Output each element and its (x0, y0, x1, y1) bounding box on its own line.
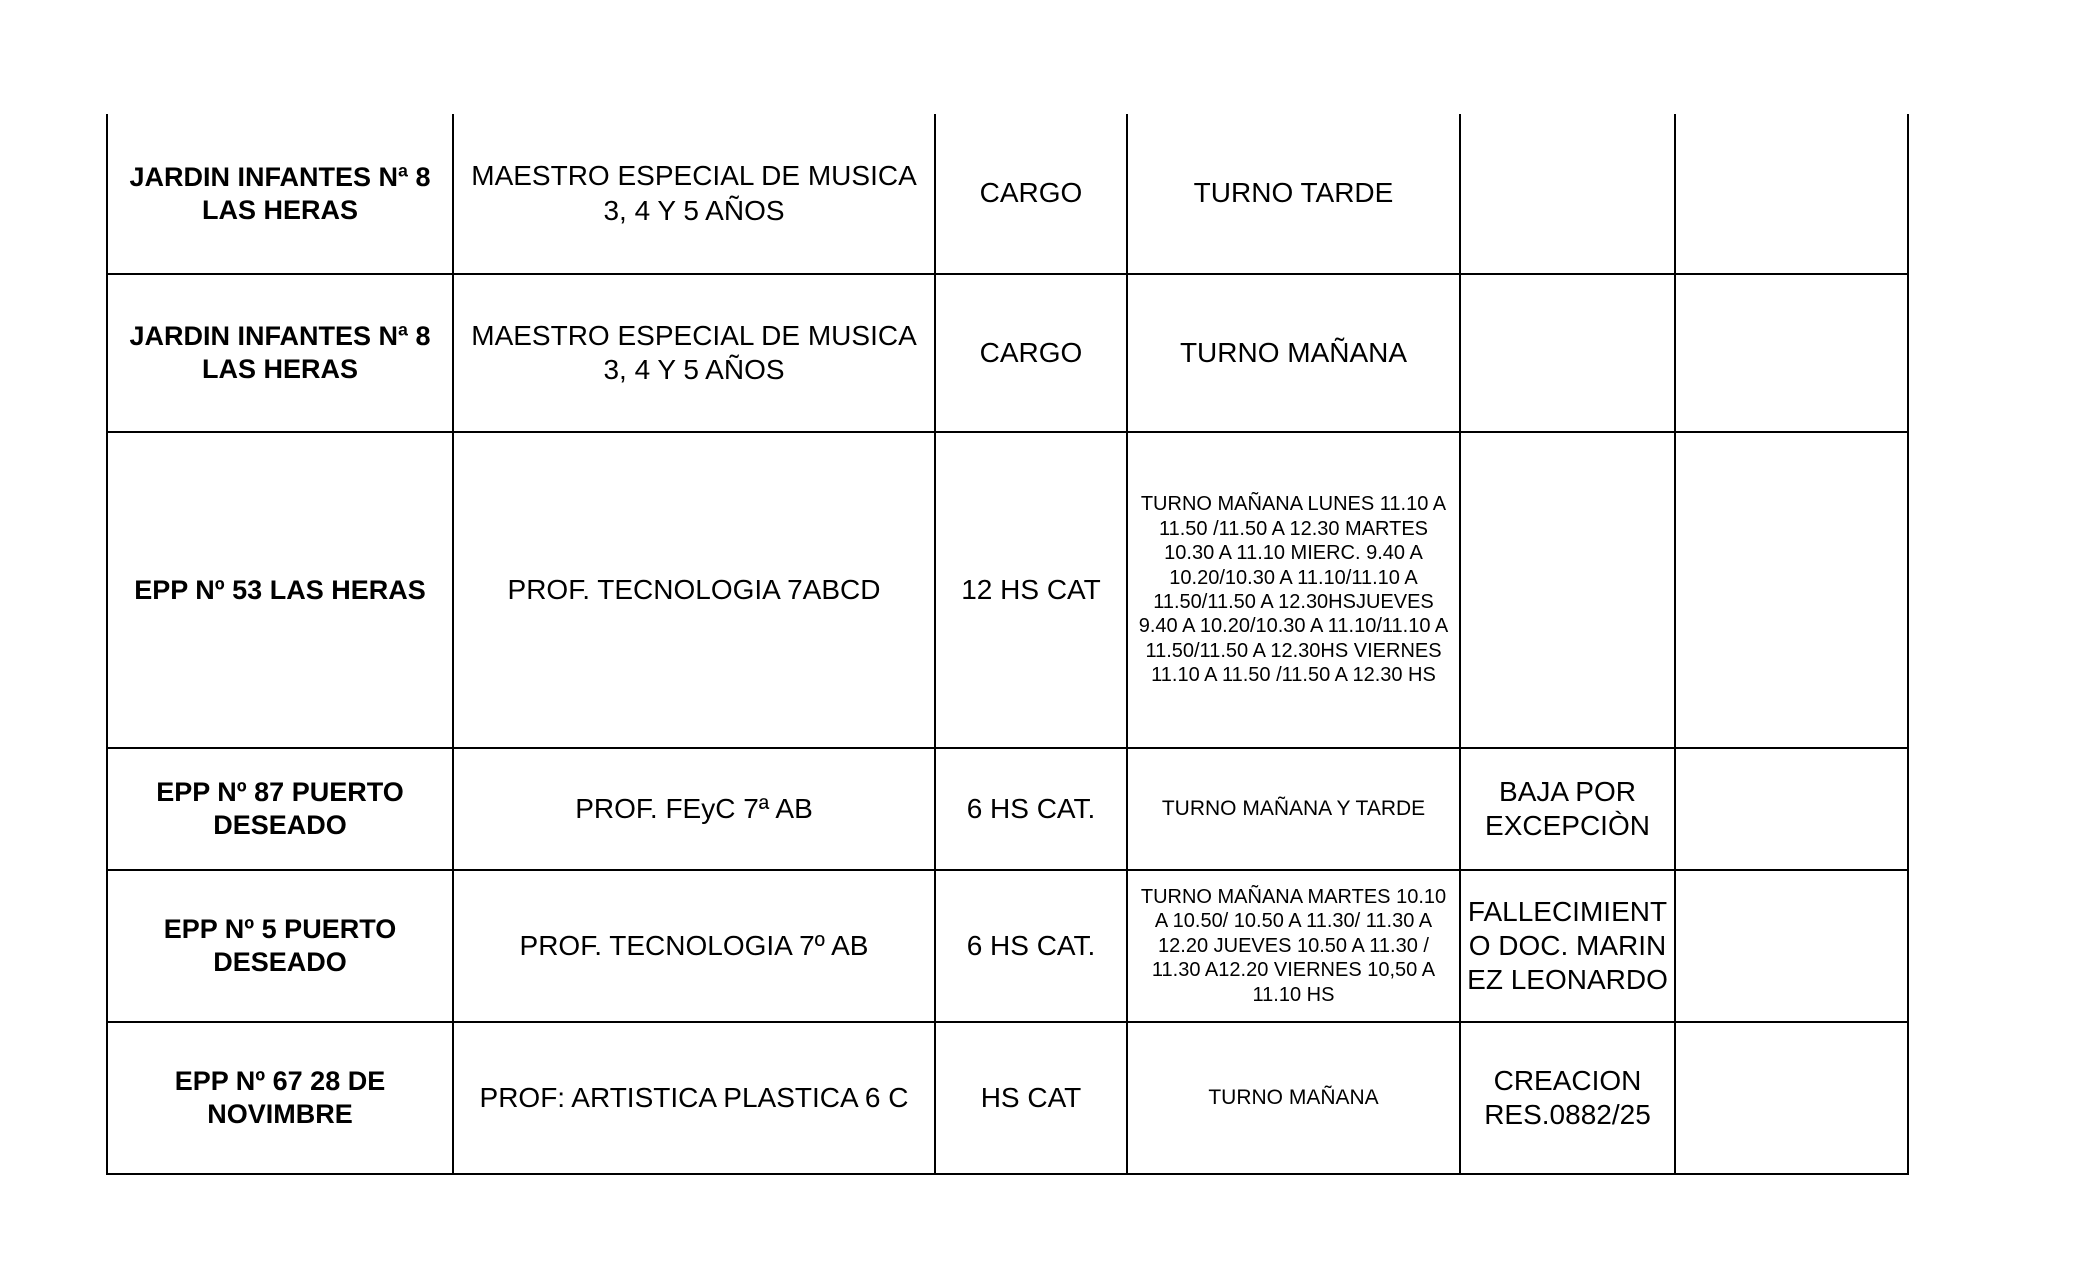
school-cell: EPP Nº 53 LAS HERAS (107, 432, 453, 748)
schedule-cell: TURNO MAÑANA LUNES 11.10 A 11.50 /11.50 A 12.30 MARTES 10.30 A 11.10 MIERC. 9.40 A 10.20/10.30 A 11.10/11.10 A 11.50/11.50 A 12.30HSJUEVES 9.40 A 10.20/10.30 A 11.10/11.10 A 11.50/11.50 A 12.30HS VIERNES 11.10 A 11.50 /11.50 A 12.30 HS (1127, 432, 1460, 748)
school-cell: JARDIN INFANTES Nª 8 LAS HERAS (107, 114, 453, 274)
school-cell: EPP Nº 67 28 DE NOVIMBRE (107, 1022, 453, 1174)
school-cell: JARDIN INFANTES Nª 8 LAS HERAS (107, 274, 453, 432)
type-cell: CARGO (935, 274, 1127, 432)
extra-cell (1675, 748, 1908, 870)
type-cell: 6 HS CAT. (935, 870, 1127, 1022)
position-cell: PROF. FEyC 7ª AB (453, 748, 935, 870)
extra-cell (1675, 870, 1908, 1022)
reason-cell: FALLECIMIENTO DOC. MARINEZ LEONARDO (1460, 870, 1675, 1022)
table-row (107, 114, 1908, 274)
reason-cell: BAJA POR EXCEPCIÒN (1460, 748, 1675, 870)
schedule-cell: TURNO MAÑANA Y TARDE (1127, 748, 1460, 870)
position-cell: PROF. TECNOLOGIA 7º AB (453, 870, 935, 1022)
vacancy-table-container (106, 114, 1909, 1175)
extra-cell (1675, 114, 1908, 274)
table-row (107, 870, 1908, 1022)
extra-cell (1675, 1022, 1908, 1174)
table-row (107, 1022, 1908, 1174)
school-cell: EPP Nº 87 PUERTO DESEADO (107, 748, 453, 870)
schedule-cell: TURNO MAÑANA (1127, 274, 1460, 432)
type-cell: 6 HS CAT. (935, 748, 1127, 870)
table-row (107, 748, 1908, 870)
schedule-cell: TURNO MAÑANA (1127, 1022, 1460, 1174)
reason-cell (1460, 274, 1675, 432)
reason-cell: CREACION RES.0882/25 (1460, 1022, 1675, 1174)
type-cell: HS CAT (935, 1022, 1127, 1174)
type-cell: 12 HS CAT (935, 432, 1127, 748)
schedule-cell: TURNO MAÑANA MARTES 10.10 A 10.50/ 10.50 A 11.30/ 11.30 A 12.20 JUEVES 10.50 A 11.30 / 11.30 A12.20 VIERNES 10,50 A 11.10 HS (1127, 870, 1460, 1022)
table-row (107, 274, 1908, 432)
school-cell: EPP Nº 5 PUERTO DESEADO (107, 870, 453, 1022)
position-cell: PROF. TECNOLOGIA 7ABCD (453, 432, 935, 748)
type-cell: CARGO (935, 114, 1127, 274)
vacancy-table (106, 114, 1909, 1175)
position-cell: MAESTRO ESPECIAL DE MUSICA 3, 4 Y 5 AÑOS (453, 114, 935, 274)
table-row (107, 432, 1908, 748)
reason-cell (1460, 114, 1675, 274)
reason-cell (1460, 432, 1675, 748)
schedule-cell: TURNO TARDE (1127, 114, 1460, 274)
position-cell: PROF: ARTISTICA PLASTICA 6 C (453, 1022, 935, 1174)
extra-cell (1675, 274, 1908, 432)
extra-cell (1675, 432, 1908, 748)
position-cell: MAESTRO ESPECIAL DE MUSICA 3, 4 Y 5 AÑOS (453, 274, 935, 432)
